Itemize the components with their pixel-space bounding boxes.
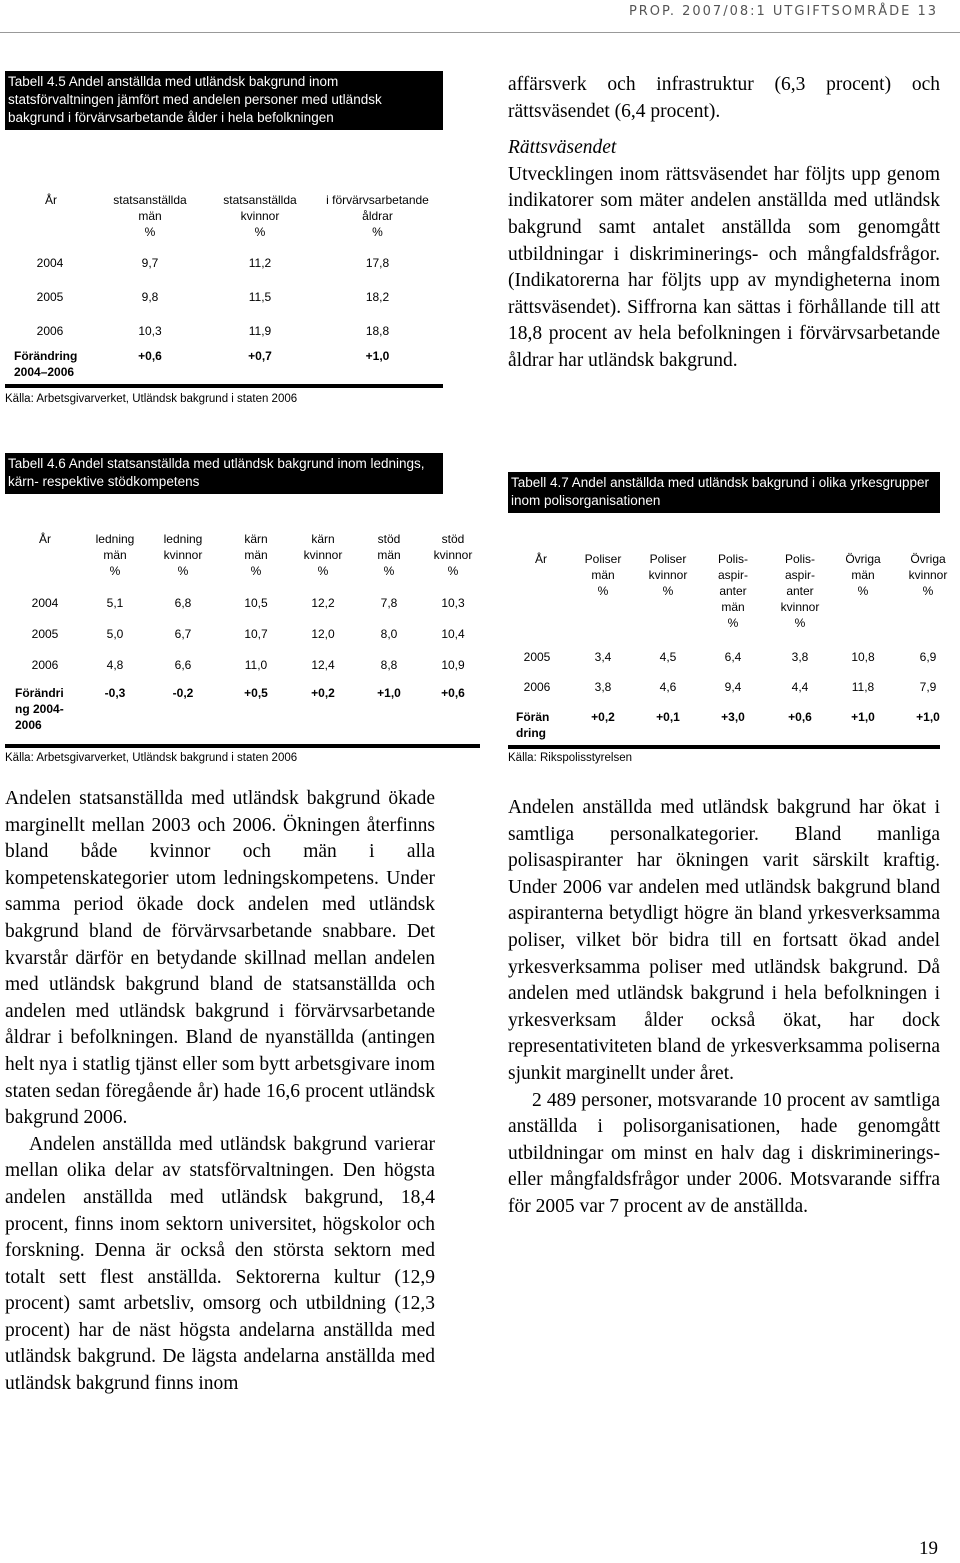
table-row-year: 2004	[36, 256, 64, 270]
left-body-text	[5, 786, 435, 1398]
table-cell: 12,4	[311, 658, 335, 672]
table-cell: 9,7	[141, 256, 159, 270]
table-cell: 4,6	[659, 680, 677, 694]
left-paragraph-1: Andelen statsanställda med utländsk bakgrund ökade marginellt mellan 2003 och 2006. Ökningen återfinns bland både kvinnor och män i alla kompetenskategorier utom ledningskompetens. Under samma period ökade dock andelen med utländsk bakgrund bland de förvärvsarbetande snabbare. Det kvarstår därför en betydande skillnad mellan andelen med utländsk bakgrund bland de statsanställda och andelen med utländsk bakgrund i förvärvsarbetande åldrar i befolkningen. Bland de nyanställda (antingen helt nya i statlig tjänst eller som bytt arbetsgivare inom staten sedan föregående år) hade 16,6 procent utländsk bakgrund 2006.	[5, 788, 435, 1129]
table-4-7-body	[508, 549, 948, 769]
running-header: PROP. 2007/08:1 UTGIFTSOMRÅDE 13	[628, 4, 938, 19]
table-column-header: Poliser kvinnor %	[648, 552, 688, 598]
table-header-year: År	[39, 532, 51, 546]
table-cell: 10,5	[244, 596, 268, 610]
table-cell: 8,0	[380, 627, 398, 641]
table-change-cell: -0,3	[104, 686, 126, 700]
table-4-6-body	[5, 529, 480, 774]
table-cell: 10,3	[138, 324, 162, 338]
table-cell: 3,8	[594, 680, 612, 694]
table-cell: 6,8	[174, 596, 192, 610]
table-source: Källa: Arbetsgivarverket, Utländsk bakgrund i staten 2006	[5, 752, 298, 764]
table-row-year: 2005	[523, 650, 551, 664]
table-4-5-title: Tabell 4.5 Andel anställda med utländsk bakgrund inom statsförvaltningen jämfört med andelen personer med utländsk bakgrund i förvärvsarbetande ålder i hela befolkningen	[5, 71, 443, 130]
table-row-year: 2006	[36, 324, 64, 338]
table-bottom-rule	[5, 384, 443, 388]
table-cell: 9,4	[724, 680, 742, 694]
table-cell: 7,9	[919, 680, 937, 694]
right-bottom-text	[508, 795, 940, 1221]
right-paragraph-3: 2 489 personer, motsvarande 10 procent av samtliga anställda i polisorganisationen, hade genomgått utbildningar om minst en halv dag i diskriminerings- eller mångfaldsfrågor under 2006. Motsvarande siffra för 2005 var 7 procent av de anställda.	[508, 1089, 940, 1217]
table-column-header: stöd kvinnor %	[433, 532, 473, 578]
table-row-year: 2004	[31, 596, 59, 610]
table-column-header: Polis- aspir- anter män %	[717, 552, 748, 630]
right-intro: affärsverk och infrastruktur (6,3 procent) och rättsväsendet (6,4 procent).	[508, 74, 940, 122]
table-row-year: 2005	[31, 627, 59, 641]
table-column-header: ledning män %	[95, 532, 135, 578]
table-change-cell: +3,0	[721, 710, 745, 724]
table-cell: 4,8	[106, 658, 124, 672]
table-cell: 11,0	[244, 658, 268, 672]
table-cell: 10,8	[851, 650, 875, 664]
table-column-header: statsanställda män %	[113, 193, 187, 239]
table-cell: 11,8	[851, 680, 875, 694]
table-column-header: stöd män %	[377, 532, 401, 578]
table-cell: 3,8	[791, 650, 809, 664]
table-cell: 3,4	[594, 650, 612, 664]
table-4-7	[508, 472, 940, 513]
table-4-6	[5, 453, 443, 494]
table-column-header: i förvärvsarbetande åldrar %	[326, 193, 429, 239]
table-change-cell: +0,1	[656, 710, 680, 724]
table-column-header: Övriga män %	[845, 552, 881, 598]
table-source: Källa: Arbetsgivarverket, Utländsk bakgrund i staten 2006	[5, 393, 298, 405]
table-column-header: kärn kvinnor %	[303, 532, 343, 578]
table-change-cell: +1,0	[377, 686, 401, 700]
table-bottom-rule	[508, 745, 940, 749]
table-cell: 10,7	[244, 627, 268, 641]
right-top-text	[508, 72, 940, 375]
table-source: Källa: Rikspolisstyrelsen	[508, 752, 632, 764]
header-rule	[0, 32, 960, 33]
table-change-cell: -0,2	[172, 686, 194, 700]
table-change-label: Förän dring	[516, 710, 550, 740]
table-cell: 6,9	[919, 650, 937, 664]
table-column-header: Poliser män %	[584, 552, 622, 598]
table-cell: 12,0	[311, 627, 335, 641]
section-heading: Rättsväsendet	[508, 137, 617, 159]
table-cell: 8,8	[380, 658, 398, 672]
table-header-year: År	[45, 193, 57, 207]
table-change-cell: +0,5	[244, 686, 268, 700]
table-change-cell: +1,0	[916, 710, 940, 724]
table-4-7-title: Tabell 4.7 Andel anställda med utländsk bakgrund i olika yrkesgrupper inom polisorganisationen	[508, 472, 940, 513]
table-cell: 18,8	[365, 324, 390, 338]
table-change-label: Förändring 2004–2006	[14, 349, 78, 379]
table-row-year: 2006	[523, 680, 551, 694]
table-cell: 11,9	[248, 324, 272, 338]
table-cell: 5,1	[106, 596, 124, 610]
table-cell: 11,5	[248, 290, 272, 304]
table-column-header: Övriga kvinnor %	[908, 552, 948, 598]
table-cell: 17,8	[365, 256, 390, 270]
table-cell: 6,7	[174, 627, 192, 641]
table-cell: 7,8	[380, 596, 398, 610]
table-change-cell: +1,0	[851, 710, 875, 724]
table-change-label: Förändri ng 2004- 2006	[15, 686, 64, 732]
right-paragraph-1: Utvecklingen inom rättsväsendet har följts upp genom indikatorer som mäter andelen anställda med utländsk bakgrund samt antalet anställda som genomgått utbildningar i diskriminerings- och mångfaldsfrågor. (Indikatorerna har följts upp av myndigheterna inom rättsväsendet). Siffrorna kan sättas i förhållande till att 18,8 procent av hela befolkningen i förvärvsarbetande åldrar har utländsk bakgrund.	[508, 163, 940, 371]
table-cell: 5,0	[106, 627, 124, 641]
table-4-5	[5, 71, 443, 130]
table-change-cell: +0,6	[138, 349, 162, 363]
table-bottom-rule	[5, 744, 480, 748]
table-cell: 18,2	[365, 290, 390, 304]
table-row-year: 2006	[31, 658, 59, 672]
table-change-cell: +0,6	[441, 686, 465, 700]
table-cell: 6,6	[174, 658, 192, 672]
table-column-header: statsanställda kvinnor %	[223, 193, 297, 239]
table-4-5-body	[5, 190, 443, 410]
table-change-cell: +1,0	[365, 349, 390, 363]
table-change-cell: +0,7	[248, 349, 272, 363]
left-paragraph-2: Andelen anställda med utländsk bakgrund varierar mellan olika delar av statsförvaltningen. Den högsta andelen anställda med utländsk bakgrund, 18,4 procent, finns inom sektorn universitet, högskolor och forskning. Denna är också den största sektorn med totalt sett flest anställda. Sektorerna kultur (12,9 procent) samt arbetsliv, omsorg och utbildning (12,3 procent) har de näst högsta andelarna anställda med utländsk bakgrund. De lägsta andelarna anställda med utländsk bakgrund finns inom	[5, 1133, 435, 1395]
table-cell: 12,2	[311, 596, 335, 610]
table-cell: 10,4	[441, 627, 465, 641]
table-4-6-title: Tabell 4.6 Andel statsanställda med utländsk bakgrund inom lednings, kärn- respektive stödkompetens	[5, 453, 443, 494]
table-cell: 11,2	[248, 256, 272, 270]
table-column-header: ledning kvinnor %	[163, 532, 203, 578]
table-cell: 10,3	[441, 596, 465, 610]
right-paragraph-2: Andelen anställda med utländsk bakgrund har ökat i samtliga personalkategorier. Bland manliga polisaspiranter har ökningen varit särskilt kraftig. Under 2006 var andelen med utländsk bakgrund bland aspiranterna betydligt högre än bland yrkesverksamma poliser, vilket bör bidra till en fortsatt ökad andel yrkesverksamma poliser med utländsk bakgrund. Då andelen med utländsk bakgrund i hela befolkningen i yrkesverksam ålder också ökat, har dock representativiteten bland de yrkesverksamma poliserna sjunkit marginellt under året.	[508, 797, 940, 1084]
table-cell: 4,4	[791, 680, 809, 694]
table-column-header: Polis- aspir- anter kvinnor %	[780, 552, 820, 630]
table-change-cell: +0,6	[788, 710, 812, 724]
table-cell: 10,9	[441, 658, 465, 672]
table-cell: 9,8	[141, 290, 159, 304]
table-cell: 4,5	[659, 650, 677, 664]
table-header-year: År	[535, 552, 547, 566]
table-change-cell: +0,2	[311, 686, 335, 700]
table-change-cell: +0,2	[591, 710, 615, 724]
table-column-header: kärn män %	[244, 532, 268, 578]
table-cell: 6,4	[724, 650, 742, 664]
page-number: 19	[919, 1538, 938, 1559]
table-row-year: 2005	[36, 290, 64, 304]
